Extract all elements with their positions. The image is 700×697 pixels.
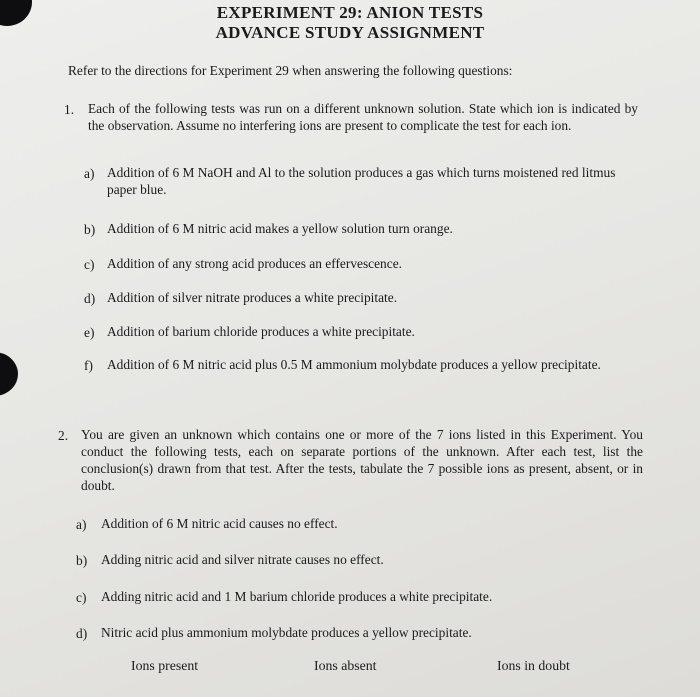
page-title: EXPERIMENT 29: ANION TESTS — [216, 3, 484, 22]
part-label: d) — [84, 291, 96, 306]
part-label: c) — [84, 257, 95, 272]
part-text: Addition of barium chloride produces a white precipitate. — [107, 324, 415, 339]
part-label: e) — [84, 325, 95, 340]
part-text: Adding nitric acid and silver nitrate causes no effect. — [101, 552, 384, 567]
part-label: a) — [84, 166, 95, 181]
part-text: Addition of 6 M nitric acid plus 0.5 M ammonium molybdate produces a yellow precipitate. — [107, 357, 601, 372]
part-text: Addition of any strong acid produces an effervescence. — [107, 256, 402, 271]
part-label: a) — [76, 517, 87, 532]
part-text: Addition of silver nitrate produces a white precipitate. — [107, 290, 398, 305]
question-number: 1. — [64, 102, 75, 117]
part-label: f) — [84, 358, 93, 373]
part-text: Adding nitric acid and 1 M barium chloride produces a white precipitate. — [101, 589, 493, 604]
intro-text: Refer to the directions for Experiment 29 when answering the following questions: — [68, 63, 513, 78]
question-text: Each of the following tests was run on a different unknown solution. State which ion is indicated by the observation. Assume no interfering ions are present to complicate the test for each ion. — [88, 101, 638, 133]
part-text: Addition of 6 M NaOH and Al to the solution produces a gas which turns moistened red litmus paper blue. — [107, 165, 616, 197]
question-number: 2. — [58, 428, 69, 443]
part-label: d) — [76, 626, 88, 641]
part-text: Addition of 6 M nitric acid causes no effect. — [101, 516, 338, 531]
binder-hole-middle — [0, 352, 18, 396]
part-label: b) — [84, 222, 96, 237]
ions-absent-header: Ions absent — [314, 658, 377, 673]
ions-present-header: Ions present — [131, 658, 199, 673]
part-label: b) — [76, 553, 88, 568]
part-text: Addition of 6 M nitric acid makes a yellow solution turn orange. — [107, 221, 453, 236]
part-text: Nitric acid plus ammonium molybdate produces a yellow precipitate. — [101, 625, 472, 640]
part-label: c) — [76, 590, 87, 605]
ions-in-doubt-header: Ions in doubt — [497, 658, 570, 673]
page-subtitle: ADVANCE STUDY ASSIGNMENT — [215, 23, 485, 42]
question-text: You are given an unknown which contains one or more of the 7 ions listed in this Experiment. You conduct the following tests, each on separate portions of the unknown. After each test, list the conclusion(s) drawn from that test. After the tests, tabulate the 7 possible ions as present, absent, or in doubt. — [81, 427, 643, 493]
